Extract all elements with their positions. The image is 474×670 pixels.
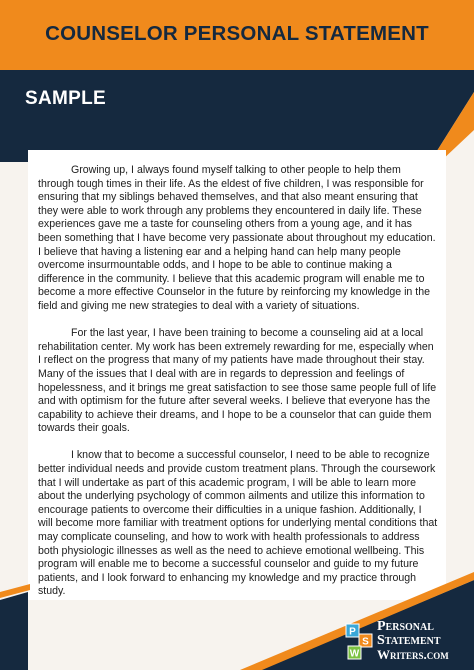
paragraph: I know that to become a successful counselor, I need to be able to recognize better individual needs and provide custom treatment plans. Through the coursework that I will undertake as part of this academic program, I will be able to learn more about the underlying psychology of common ailments and utilize this information to encourage patients to overcome their difficulties in a unique fashion. Additionally, I will become more familiar with treatment options for underlying mental conditions that may complicate counseling, and how to work with health professionals to address both physiologic illnesses as well as the need to achieve emotional wellbeing. This program will enable me to become a successful counselor and guide to my future patients, and I look forward to enhancing my knowledge and my practice through study. [38, 449, 438, 598]
statement-body [38, 164, 438, 613]
logo-wordmark [377, 620, 474, 662]
header-band [0, 70, 474, 162]
svg-text:P: P [349, 626, 356, 638]
svg-text:W: W [349, 648, 360, 660]
page-title: COUNSELOR PERSONAL STATEMENT [45, 22, 429, 45]
logo-mark-icon [345, 622, 375, 662]
logo-line: Writers.com [377, 647, 449, 662]
paragraph: Growing up, I always found myself talking to other people to help them through tough times in their life. As the eldest of five children, I was responsible for ensuring that my siblings behaved themselves, and that also meant ensuring that they were able to work through any problems they encountered in daily life. These experiences gave me a taste for counseling others from a young age, and it has been something that I have become very passionate about throughout my education. I believe that having a listening ear and a helping hand can help many people overcome insurmountable odds, and I hope to be able to continue making a difference in the community. I believe that this academic program will enable me to become a more effective Counselor in the future by reinforcing my knowledge in the field and giving me new strategies to deal with a variety of situations. [38, 164, 436, 312]
logo-line: Personal [377, 619, 434, 634]
paragraph: For the last year, I have been training to become a counseling aid at a local rehabilitation center. My work has been extremely rewarding for me, especially when I reflect on the progress that many of my patients have made throughout their stay. Many of the issues that I deal with are in regards to depression and feelings of hopelessness, and it brings me great satisfaction to see those same people full of life and with optimism for the future after several weeks. I believe that everyone has the capability to achieve their dreams, and I hope to be a counselor that can guide them towards their goals. [38, 327, 437, 435]
svg-text:S: S [362, 636, 369, 648]
brand-logo [345, 620, 474, 666]
logo-line: Statement [377, 633, 441, 648]
page-subtitle: SAMPLE [25, 88, 106, 109]
